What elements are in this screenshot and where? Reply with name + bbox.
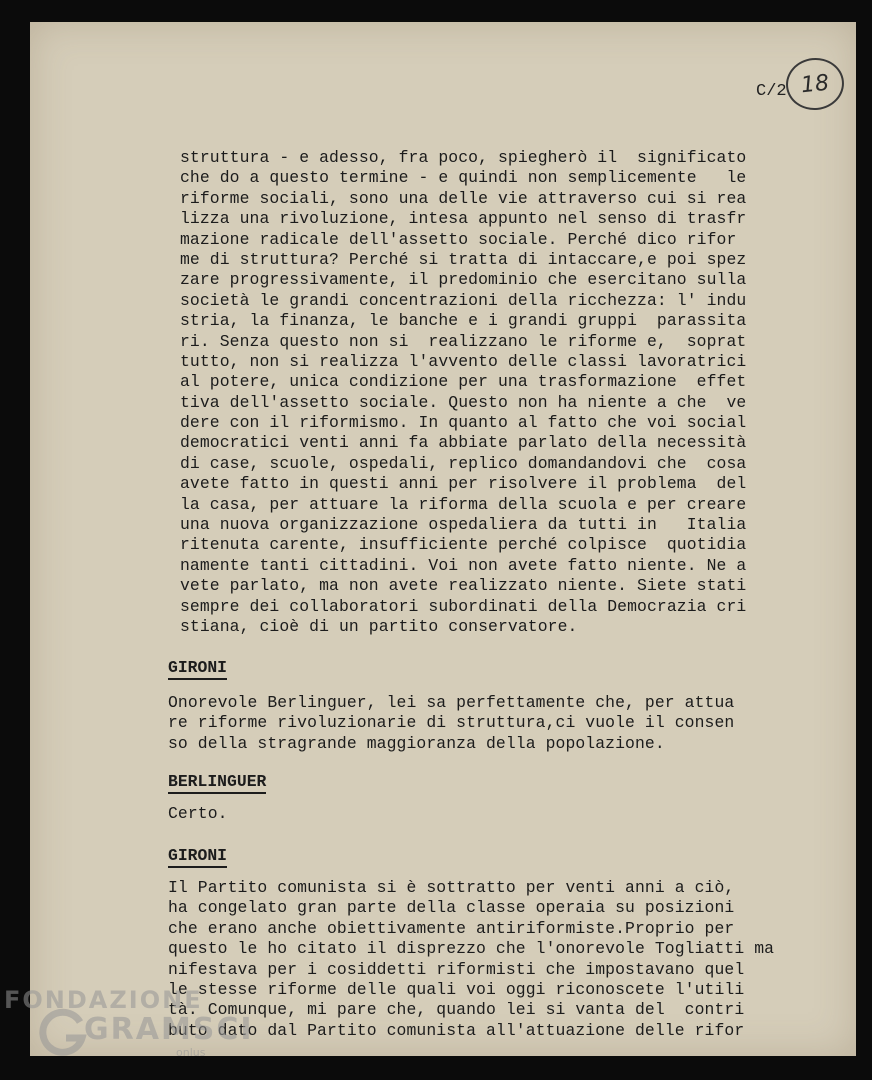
- text-line: stria, la finanza, le banche e i grandi gruppi parassita: [180, 311, 747, 331]
- text-line: di case, scuole, ospedali, replico domandandovi che cosa: [180, 453, 747, 473]
- speaker-label: GIRONI: [168, 846, 227, 865]
- text-line: dere con il riformismo. In quanto al fatto che voi social: [180, 413, 747, 433]
- text-line: questo le ho citato il disprezzo che l'onorevole Togliatti ma: [168, 939, 775, 959]
- text-line: ha congelato gran parte della classe operaia su posizioni: [168, 898, 735, 918]
- text-line: avete fatto in questi anni per risolvere il problema del: [180, 474, 747, 494]
- text-line: struttura - e adesso, fra poco, spiegherò il significato: [180, 148, 747, 167]
- paragraph-3: [168, 804, 228, 824]
- speaker-label: GIRONI: [168, 658, 227, 677]
- document-page: [30, 22, 856, 1056]
- speaker-label: BERLINGUER: [168, 772, 266, 791]
- text-line: mazione radicale dell'assetto sociale. Perché dico rifor: [180, 229, 737, 249]
- text-line: le stesse riforme delle quali voi oggi riconoscete l'utili: [168, 979, 745, 999]
- text-line: al potere, unica condizione per una trasformazione effet: [180, 372, 747, 392]
- text-line: che do a questo termine - e quindi non semplicemente le: [180, 168, 747, 188]
- text-line: società le grandi concentrazioni della ricchezza: l' indu: [180, 290, 747, 310]
- text-line: lizza una rivoluzione, intesa appunto nel senso di trasfr: [180, 209, 747, 229]
- text-line: nifestava per i cosiddetti riformisti che impostavano quel: [168, 959, 745, 979]
- watermark-line-1: FONDAZIONE: [4, 986, 203, 1014]
- watermark-line-2: GRAMSCI: [84, 1012, 254, 1047]
- text-line: me di struttura? Perché si tratta di intaccare,e poi spez: [180, 249, 747, 269]
- watermark-logo: [4, 986, 254, 1066]
- text-line: namente tanti cittadini. Voi non avete fatto niente. Ne a: [180, 555, 747, 575]
- text-line: Onorevole Berlinguer, lei sa perfettamente che, per attua: [168, 693, 735, 712]
- paragraph-4: [168, 878, 774, 1041]
- text-line: tutto, non si realizza l'avvento delle classi lavoratrici: [180, 351, 747, 371]
- text-line: sempre dei collaboratori subordinati della Democrazia cri: [180, 596, 747, 616]
- text-line: una nuova organizzazione ospedaliera da tutti in Italia: [180, 515, 747, 535]
- text-line: che erano anche obiettivamente antiriformiste.Proprio per: [168, 918, 735, 938]
- watermark-line-3: onlus: [176, 1046, 206, 1059]
- paragraph-2: [168, 693, 734, 754]
- page-number: 18: [799, 70, 831, 98]
- text-line: re riforme rivoluzionarie di struttura,ci vuole il consen: [168, 713, 735, 733]
- text-line: ri. Senza questo non si realizzano le riforme e, soprat: [180, 331, 747, 351]
- text-line: democratici venti anni fa abbiate parlato della necessità: [180, 433, 747, 453]
- text-line: ritenuta carente, insufficiente perché colpisce quotidia: [180, 535, 747, 555]
- text-line: buto dato dal Partito comunista all'attuazione delle rifor: [168, 1020, 745, 1040]
- text-line: tà. Comunque, mi pare che, quando lei si vanta del contri: [168, 1000, 745, 1020]
- text-line: stiana, cioè di un partito conservatore.: [180, 616, 578, 636]
- gramsci-g-icon: [38, 1008, 88, 1058]
- paragraph-1: [180, 148, 746, 637]
- text-line: la casa, per attuare la riforma della scuola e per creare: [180, 494, 747, 514]
- page-reference: C/2: [756, 82, 787, 101]
- text-line: riforme sociali, sono una delle vie attraverso cui si rea: [180, 188, 747, 208]
- text-line: Il Partito comunista si è sottratto per venti anni a ciò,: [168, 878, 735, 897]
- page-number-circle: [783, 55, 846, 113]
- text-line: so della stragrande maggioranza della popolazione.: [168, 733, 665, 753]
- text-line: vete parlato, ma non avete realizzato niente. Siete stati: [180, 576, 747, 596]
- text-line: zare progressivamente, il predominio che esercitano sulla: [180, 270, 747, 290]
- text-line: tiva dell'assetto sociale. Questo non ha niente a che ve: [180, 392, 747, 412]
- text-line: Certo.: [168, 804, 228, 823]
